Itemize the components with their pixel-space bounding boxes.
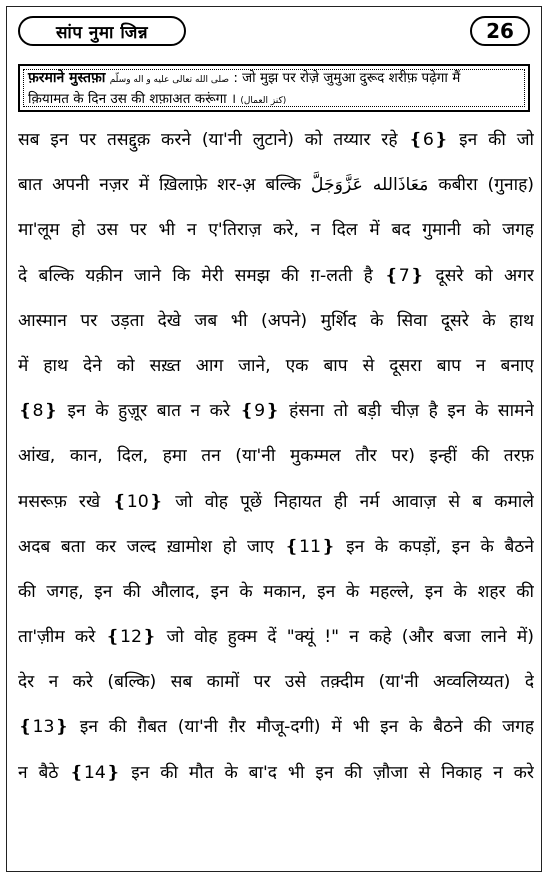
book-title: सांप नुमा जिन्न: [18, 16, 186, 46]
body-line: में हाथ देने को सख़्त आग जाने, एक बाप से दूसरा बाप न बनाए: [18, 355, 534, 376]
body-line: न बैठे ❴14❵ इन की मौत के बा'द भी इन की ज़ौजा से निकाह न करे: [18, 762, 534, 783]
body-line: देर न करे (बल्कि) सब कामों पर उसे तक़्दीम (या'नी अव्वलिय्यत) दे: [18, 672, 534, 693]
salutation: صلى الله تعالى عليه و اله وسلّم: [109, 75, 230, 85]
body-line: मसरूफ़ रखे ❴10❵ जो वोह पूछें निहायत ही नर्म आवाज़ से ब कमाले: [18, 491, 534, 512]
hadith-line-1: [28, 69, 520, 90]
body-line: आंख, कान, दिल, हमा तन (या'नी मुकम्मल तौर पर) इन्हीं की तरफ़: [18, 446, 534, 467]
hadith-label: फ़रमाने मुस्तफ़ा: [28, 70, 106, 86]
hadith-reference: (کنز العمال): [240, 96, 287, 106]
body-line: सब इन पर तसद्दुक़ करने (या'नी लुटाने) को तय्यार रहे ❴6❵ इन की जो: [18, 130, 534, 150]
body-line: ❴8❵ इन के हुज़ूर बात न करे ❴9❵ हंसना तो बड़ी चीज़ है इन के सामने: [18, 401, 534, 422]
body-line: दे बल्कि यक़ीन जाने कि मेरी समझ की ग़-लती है ❴7❵ दूसरे को अगर: [18, 265, 534, 286]
body-line: अदब बता कर जल्द ख़ामोश हो जाए ❴11❵ इन के कपड़ों, इन के बैठने: [18, 536, 534, 557]
hadith-box: [18, 64, 530, 112]
hadith-text-1: : जो मुझ पर रोज़े जुमुआ दुरूद शरीफ़ पढ़ेगा मैं: [233, 70, 461, 86]
body-text: [18, 118, 534, 796]
body-line: ❴13❵ इन की ग़ैबत (या'नी ग़ैर मौजू-दगी) में भी इन के बैठने की जगह: [18, 717, 534, 738]
hadith-line-2: [28, 90, 520, 111]
body-line: ता'ज़ीम करे ❴12❵ जो वोह हुक्म दें "क्यूं !" न कहे (और बजा लाने में): [18, 627, 534, 648]
body-line: मा'लूम हो उस पर भी न ए'तिराज़ करे, न दिल में बद गुमानी को जगह: [18, 220, 534, 241]
page-number: 26: [470, 16, 530, 46]
body-line: आस्मान पर उड़ता देखे जब भी (अपने) मुर्शिद के सिवा दूसरे के हाथ: [18, 310, 534, 331]
body-line: बात अपनी नज़र में ख़िलाफ़े शर-अ़ बल्कि مَعَاذَالله عَزَّوَجَلَّ कबीरा (गुनाह): [18, 175, 534, 196]
body-line: की जगह, इन की औलाद, इन के मकान, इन के महल्ले, इन के शहर की: [18, 581, 534, 602]
hadith-text-2: क़ियामत के दिन उस की शफ़ाअत करूंगा ।: [28, 91, 237, 107]
